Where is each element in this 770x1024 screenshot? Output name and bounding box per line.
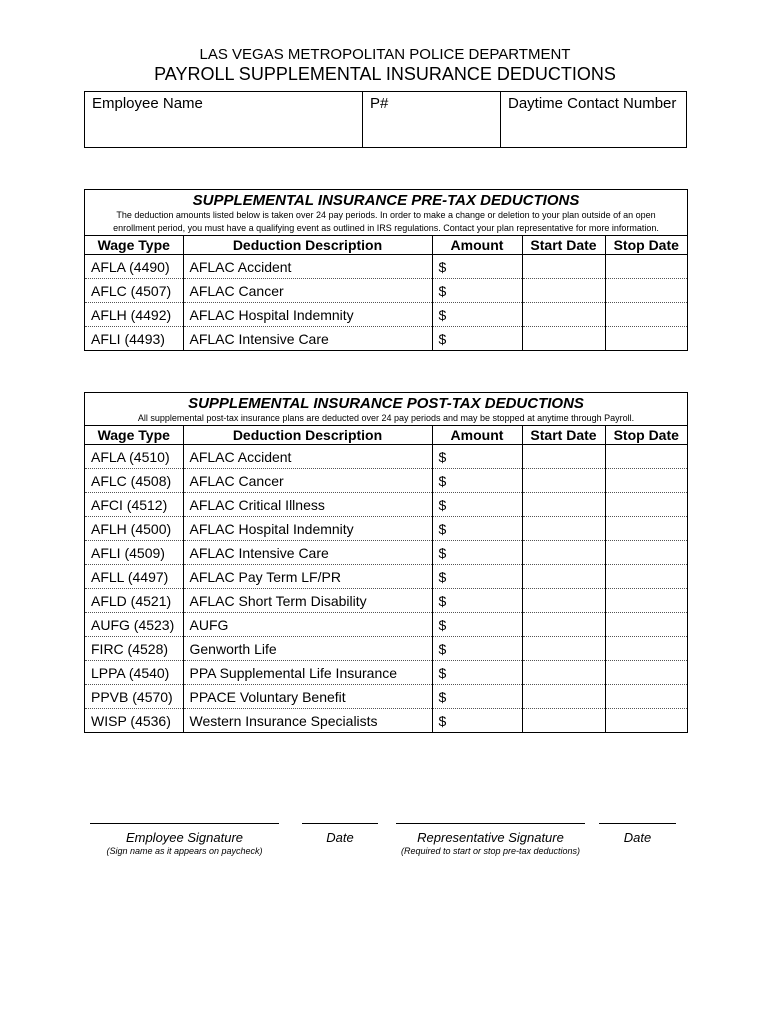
amount-field[interactable]: $ [432, 661, 522, 685]
representative-date-line [599, 823, 676, 824]
header-start-date: Start Date [522, 426, 605, 445]
start-date-field[interactable] [522, 327, 605, 351]
wage-type-cell: AFLI (4509) [85, 541, 183, 565]
deduction-row [85, 541, 687, 565]
stop-date-field[interactable] [605, 255, 687, 279]
stop-date-field[interactable] [605, 493, 687, 517]
amount-field[interactable]: $ [432, 279, 522, 303]
wage-type-cell: FIRC (4528) [85, 637, 183, 661]
header-amount: Amount [432, 426, 522, 445]
representative-signature-note: (Required to start or stop pre-tax deductions) [400, 846, 581, 856]
posttax-header-row [85, 426, 687, 445]
description-cell: AFLAC Intensive Care [183, 541, 432, 565]
wage-type-cell: AUFG (4523) [85, 613, 183, 637]
amount-field[interactable]: $ [432, 637, 522, 661]
employee-name-label: Employee Name [92, 95, 203, 112]
deduction-row [85, 493, 687, 517]
description-cell: AUFG [183, 613, 432, 637]
description-cell: AFLAC Accident [183, 255, 432, 279]
amount-field[interactable]: $ [432, 517, 522, 541]
pretax-table [85, 235, 687, 350]
start-date-field[interactable] [522, 493, 605, 517]
amount-field[interactable]: $ [432, 709, 522, 733]
deduction-row [85, 637, 687, 661]
deduction-row [85, 255, 687, 279]
employee-date-block[interactable] [302, 823, 378, 845]
start-date-field[interactable] [522, 661, 605, 685]
description-cell: AFLAC Hospital Indemnity [183, 517, 432, 541]
wage-type-cell: AFLC (4508) [85, 469, 183, 493]
deduction-row [85, 303, 687, 327]
pretax-section [84, 189, 688, 351]
description-cell: AFLAC Cancer [183, 469, 432, 493]
description-cell: AFLAC Short Term Disability [183, 589, 432, 613]
header-amount: Amount [432, 236, 522, 255]
representative-date-label: Date [623, 830, 652, 845]
description-cell: AFLAC Critical Illness [183, 493, 432, 517]
start-date-field[interactable] [522, 279, 605, 303]
contact-number-field[interactable] [501, 92, 687, 148]
description-cell: AFLAC Accident [183, 445, 432, 469]
header-description: Deduction Description [183, 236, 432, 255]
amount-field[interactable]: $ [432, 685, 522, 709]
wage-type-cell: AFCI (4512) [85, 493, 183, 517]
stop-date-field[interactable] [605, 637, 687, 661]
form-title: PAYROLL SUPPLEMENTAL INSURANCE DEDUCTIONS [154, 64, 616, 84]
stop-date-field[interactable] [605, 685, 687, 709]
pretax-note [85, 209, 687, 235]
stop-date-field[interactable] [605, 303, 687, 327]
amount-field[interactable]: $ [432, 493, 522, 517]
deduction-row [85, 517, 687, 541]
wage-type-cell: AFLD (4521) [85, 589, 183, 613]
stop-date-field[interactable] [605, 589, 687, 613]
wage-type-cell: AFLC (4507) [85, 279, 183, 303]
posttax-title: SUPPLEMENTAL INSURANCE POST-TAX DEDUCTIONS [188, 395, 584, 412]
posttax-section [84, 392, 688, 733]
wage-type-cell: AFLA (4490) [85, 255, 183, 279]
wage-type-cell: PPVB (4570) [85, 685, 183, 709]
description-cell: Genworth Life [183, 637, 432, 661]
start-date-field[interactable] [522, 303, 605, 327]
start-date-field[interactable] [522, 637, 605, 661]
start-date-field[interactable] [522, 565, 605, 589]
employee-info-box [84, 91, 687, 148]
amount-field[interactable]: $ [432, 255, 522, 279]
deduction-row [85, 279, 687, 303]
start-date-field[interactable] [522, 589, 605, 613]
p-number-field[interactable] [363, 92, 501, 148]
stop-date-field[interactable] [605, 661, 687, 685]
employee-signature-label: Employee Signature [125, 830, 244, 845]
header-start-date: Start Date [522, 236, 605, 255]
start-date-field[interactable] [522, 469, 605, 493]
employee-signature-line [90, 823, 279, 824]
amount-field[interactable]: $ [432, 613, 522, 637]
deduction-row [85, 469, 687, 493]
wage-type-cell: AFLL (4497) [85, 565, 183, 589]
amount-field[interactable]: $ [432, 327, 522, 351]
representative-signature-line [396, 823, 585, 824]
amount-field[interactable]: $ [432, 541, 522, 565]
header-wage-type: Wage Type [85, 426, 183, 445]
description-cell: PPA Supplemental Life Insurance [183, 661, 432, 685]
posttax-note: All supplemental post-tax insurance plans are deducted over 24 pay periods and may be stopped at anytime through Payroll. [137, 413, 635, 423]
stop-date-field[interactable] [605, 565, 687, 589]
amount-field[interactable]: $ [432, 303, 522, 327]
description-cell: AFLAC Hospital Indemnity [183, 303, 432, 327]
stop-date-field[interactable] [605, 613, 687, 637]
wage-type-cell: AFLA (4510) [85, 445, 183, 469]
start-date-field[interactable] [522, 685, 605, 709]
pretax-note-line1: The deduction amounts listed below is taken over 24 pay periods. In order to make a change or deletion to your plan outside of an open [116, 210, 656, 220]
amount-field[interactable]: $ [432, 469, 522, 493]
stop-date-field[interactable] [605, 709, 687, 733]
header-wage-type: Wage Type [85, 236, 183, 255]
start-date-field[interactable] [522, 255, 605, 279]
stop-date-field[interactable] [605, 445, 687, 469]
pretax-title: SUPPLEMENTAL INSURANCE PRE-TAX DEDUCTIONS [192, 192, 580, 209]
deduction-row [85, 613, 687, 637]
stop-date-field[interactable] [605, 327, 687, 351]
stop-date-field[interactable] [605, 469, 687, 493]
representative-signature-block[interactable] [396, 823, 585, 856]
header-stop-date: Stop Date [605, 236, 687, 255]
description-cell: AFLAC Intensive Care [183, 327, 432, 351]
department-name: LAS VEGAS METROPOLITAN POLICE DEPARTMENT [199, 46, 571, 63]
stop-date-field[interactable] [605, 279, 687, 303]
wage-type-cell: AFLH (4500) [85, 517, 183, 541]
wage-type-cell: AFLI (4493) [91, 330, 165, 347]
deduction-row [85, 445, 687, 469]
employee-date-line [302, 823, 378, 824]
amount-field[interactable]: $ [432, 565, 522, 589]
header-stop-date: Stop Date [605, 426, 687, 445]
deduction-row [85, 661, 687, 685]
employee-date-label: Date [326, 830, 354, 845]
stop-date-field[interactable] [605, 517, 687, 541]
start-date-field[interactable] [522, 613, 605, 637]
description-cell: AFLAC Cancer [183, 279, 432, 303]
employee-name-field[interactable] [85, 92, 363, 148]
description-cell: AFLAC Pay Term LF/PR [183, 565, 432, 589]
employee-signature-note: (Sign name as it appears on paycheck) [106, 846, 263, 856]
posttax-table [85, 425, 687, 732]
contact-number-label: Daytime Contact Number [508, 95, 677, 112]
deduction-row [85, 327, 687, 351]
p-number-label: P# [370, 95, 389, 112]
start-date-field[interactable] [522, 517, 605, 541]
stop-date-field[interactable] [605, 541, 687, 565]
header-description: Deduction Description [183, 426, 432, 445]
deduction-row [85, 709, 687, 733]
description-cell: PPACE Voluntary Benefit [183, 685, 432, 709]
start-date-field[interactable] [522, 709, 605, 733]
amount-field[interactable]: $ [432, 589, 522, 613]
employee-signature-block[interactable] [90, 823, 279, 856]
representative-date-block[interactable] [599, 823, 676, 845]
wage-type-cell: AFLH (4492) [85, 303, 183, 327]
pretax-note-line2: enrollment period, you must have a qualifying event as outlined in IRS regulations. Contact your plan representative for more information. [113, 223, 659, 233]
wage-type-cell: WISP (4536) [91, 712, 171, 729]
wage-type-cell: LPPA (4540) [85, 661, 183, 685]
deduction-row [85, 589, 687, 613]
pretax-header-row [85, 236, 687, 255]
start-date-field[interactable] [522, 445, 605, 469]
representative-signature-label: Representative Signature [417, 830, 564, 845]
description-cell: Western Insurance Specialists [183, 709, 432, 733]
amount-field[interactable]: $ [432, 445, 522, 469]
start-date-field[interactable] [522, 541, 605, 565]
deduction-row [85, 565, 687, 589]
deduction-row [85, 685, 687, 709]
